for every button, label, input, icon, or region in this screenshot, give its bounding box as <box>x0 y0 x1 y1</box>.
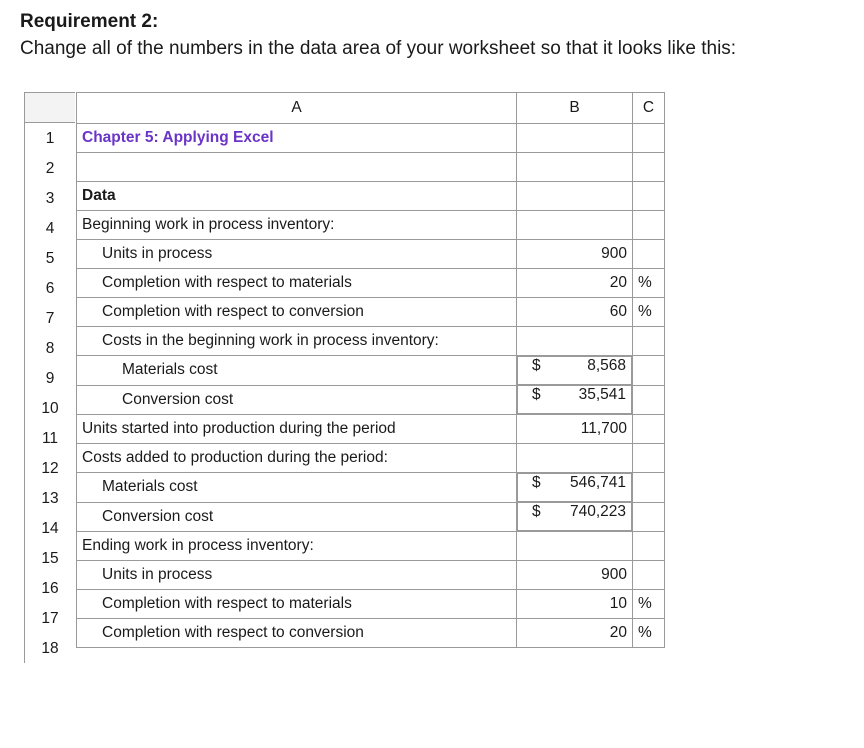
cell-a4[interactable]: Beginning work in process inventory: <box>77 211 517 240</box>
row-number: 8 <box>45 340 55 357</box>
row-number: 3 <box>45 190 55 207</box>
row-number: 1 <box>45 130 55 147</box>
column-header-a: A <box>77 93 517 124</box>
sheet-title-cell[interactable]: Chapter 5: Applying Excel <box>77 124 517 153</box>
table-row <box>77 298 665 327</box>
cell-a6[interactable]: Completion with respect to materials <box>77 269 517 298</box>
cell-c8[interactable] <box>633 327 665 356</box>
cell-a15[interactable]: Ending work in process inventory: <box>77 532 517 561</box>
cell-b15[interactable] <box>517 532 633 561</box>
worksheet-grid <box>76 92 665 648</box>
cell-b12[interactable] <box>517 444 633 473</box>
cell-c18[interactable]: % <box>633 619 665 648</box>
currency-symbol: $ <box>532 503 541 520</box>
row-number: 14 <box>41 520 59 537</box>
table-row <box>77 385 665 415</box>
row-number: 9 <box>45 370 55 387</box>
cell-c16[interactable] <box>633 561 665 590</box>
cell-b10[interactable] <box>517 385 632 414</box>
column-header-c: C <box>633 93 665 124</box>
table-row <box>77 124 665 153</box>
cell-b7[interactable]: 60 <box>517 298 633 327</box>
row-number: 17 <box>41 610 59 627</box>
row-number: 11 <box>41 430 59 447</box>
cell-b6[interactable]: 20 <box>517 269 633 298</box>
cell-a14[interactable]: Conversion cost <box>77 502 517 532</box>
row-number: 2 <box>45 160 55 177</box>
cell-a17[interactable]: Completion with respect to materials <box>77 590 517 619</box>
cell-c3[interactable] <box>633 182 665 211</box>
requirement-instructions: Change all of the numbers in the data area of your worksheet so that it looks like this: <box>20 38 737 59</box>
cell-b5[interactable]: 900 <box>517 240 633 269</box>
cell-b17[interactable]: 10 <box>517 590 633 619</box>
cell-c5[interactable] <box>633 240 665 269</box>
currency-symbol: $ <box>532 474 541 491</box>
row-number: 5 <box>45 250 55 267</box>
row-header-corner <box>25 92 75 123</box>
table-row <box>77 502 665 532</box>
cell-value: 740,223 <box>569 503 626 520</box>
table-row <box>77 327 665 356</box>
row-number: 7 <box>45 310 55 327</box>
cell-b13[interactable] <box>517 473 632 502</box>
cell-a16[interactable]: Units in process <box>77 561 517 590</box>
column-header-row <box>77 93 665 124</box>
table-row <box>77 240 665 269</box>
row-number: 18 <box>41 640 59 657</box>
cell-c12[interactable] <box>633 444 665 473</box>
table-row <box>77 269 665 298</box>
currency-symbol: $ <box>532 386 541 403</box>
cell-b3[interactable] <box>517 182 633 211</box>
cell-a7[interactable]: Completion with respect to conversion <box>77 298 517 327</box>
row-number: 4 <box>45 220 55 237</box>
cell-b9[interactable] <box>517 356 632 385</box>
data-heading-cell[interactable]: Data <box>77 182 517 211</box>
cell-c14[interactable] <box>633 502 665 532</box>
requirement-title: Requirement 2: <box>20 11 159 32</box>
cell-value: 35,541 <box>578 386 626 403</box>
cell-a10[interactable]: Conversion cost <box>77 385 517 415</box>
cell-c9[interactable] <box>633 356 665 386</box>
cell-c11[interactable] <box>633 415 665 444</box>
table-row <box>77 532 665 561</box>
cell-a12[interactable]: Costs added to production during the period: <box>77 444 517 473</box>
table-row <box>77 473 665 503</box>
cell-b8[interactable] <box>517 327 633 356</box>
cell-a13[interactable]: Materials cost <box>77 473 517 503</box>
table-row <box>77 619 665 648</box>
table-row <box>77 211 665 240</box>
table-row <box>77 561 665 590</box>
table-row <box>77 590 665 619</box>
cell-a9[interactable]: Materials cost <box>77 356 517 386</box>
cell-b14[interactable] <box>517 502 632 531</box>
cell-b11[interactable]: 11,700 <box>517 415 633 444</box>
cell-value: 8,568 <box>587 357 626 374</box>
row-number: 12 <box>41 460 59 477</box>
cell-a2[interactable] <box>77 153 517 182</box>
cell-b16[interactable]: 900 <box>517 561 633 590</box>
cell-c15[interactable] <box>633 532 665 561</box>
cell-a18[interactable]: Completion with respect to conversion <box>77 619 517 648</box>
row-number: 15 <box>41 550 59 567</box>
column-header-b: B <box>517 93 633 124</box>
cell-c4[interactable] <box>633 211 665 240</box>
cell-c6[interactable]: % <box>633 269 665 298</box>
cell-b2[interactable] <box>517 153 633 182</box>
table-row <box>77 153 665 182</box>
table-row <box>77 182 665 211</box>
cell-b18[interactable]: 20 <box>517 619 633 648</box>
cell-c1[interactable] <box>633 124 665 153</box>
cell-value: 546,741 <box>569 474 626 491</box>
cell-c2[interactable] <box>633 153 665 182</box>
cell-b1[interactable] <box>517 124 633 153</box>
cell-a5[interactable]: Units in process <box>77 240 517 269</box>
cell-a8[interactable]: Costs in the beginning work in process inventory: <box>77 327 517 356</box>
row-number: 6 <box>45 280 55 297</box>
row-number: 10 <box>41 400 59 417</box>
cell-c7[interactable]: % <box>633 298 665 327</box>
row-number: 13 <box>41 490 59 507</box>
cell-c17[interactable]: % <box>633 590 665 619</box>
row-number: 16 <box>41 580 59 597</box>
table-row <box>77 415 665 444</box>
row-number-column <box>24 92 75 663</box>
table-row <box>77 356 665 386</box>
cell-a11[interactable]: Units started into production during the period <box>77 415 517 444</box>
cell-c13[interactable] <box>633 473 665 503</box>
currency-symbol: $ <box>532 357 541 374</box>
table-row <box>77 444 665 473</box>
cell-c10[interactable] <box>633 385 665 415</box>
cell-b4[interactable] <box>517 211 633 240</box>
